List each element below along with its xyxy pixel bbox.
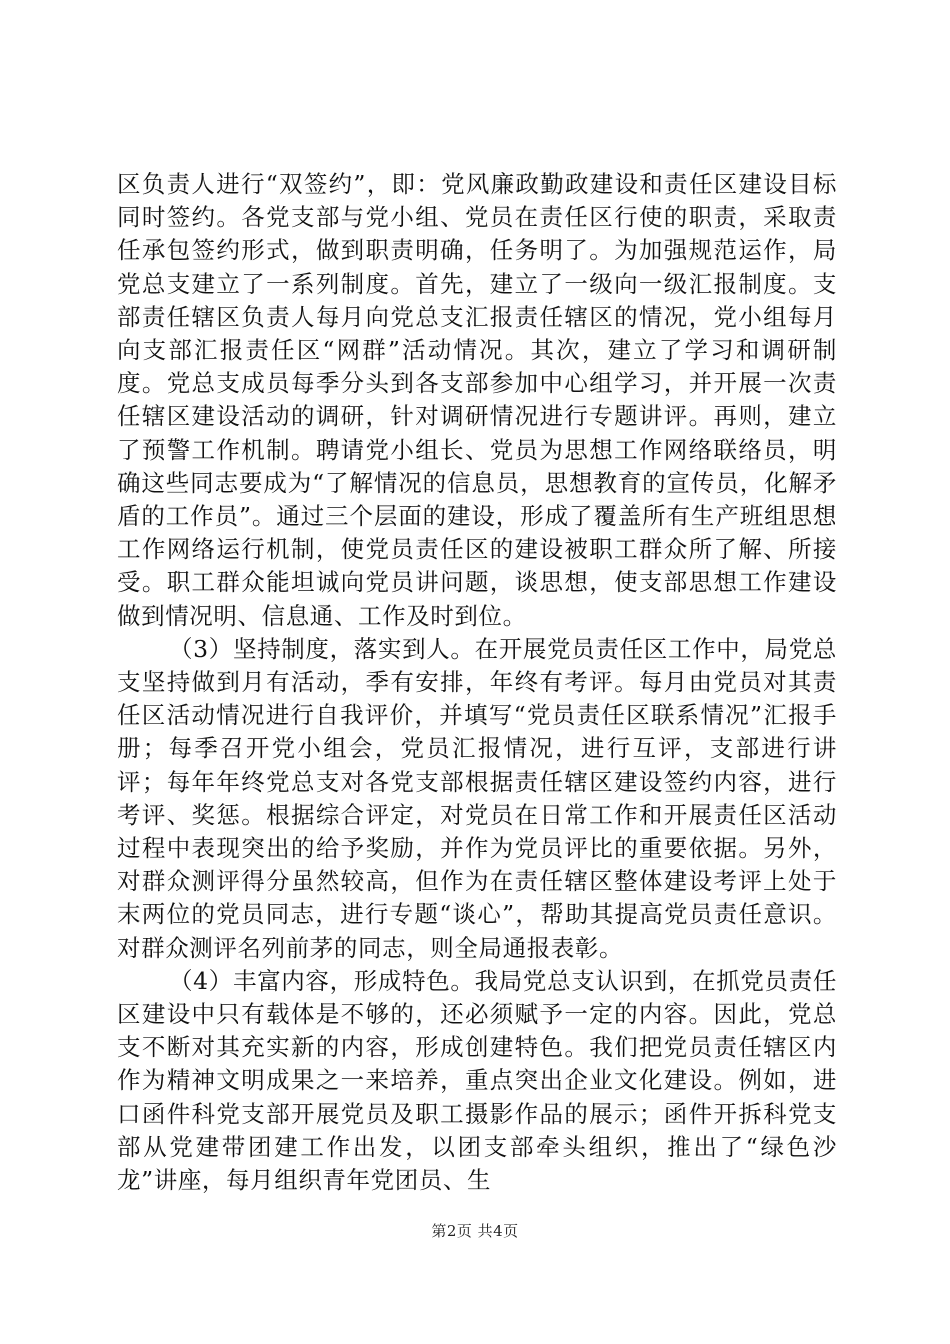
document-body: [117, 168, 837, 1197]
paragraph-item-3: （3）坚持制度，落实到人。在开展党员责任区工作中，局党总支坚持做到月有活动，季有安排，年终有考评。每月由党员对其责任区活动情况进行自我评价，并填写“党员责任区联系情况”汇报手册；每季召开党小组会，党员汇报情况，进行互评，支部进行讲评；每年年终党总支对各党支部根据责任辖区建设签约内容，进行考评、奖惩。根据综合评定，对党员在日常工作和开展责任区活动过程中表现突出的给予奖励，并作为党员评比的重要依据。另外，对群众测评得分虽然较高，但作为在责任辖区整体建设考评上处于末两位的党员同志，进行专题“谈心”，帮助其提高党员责任意识。对群众测评名列前茅的同志，则全局通报表彰。: [117, 634, 837, 962]
paragraph-item-4: （4）丰富内容，形成特色。我局党总支认识到，在抓党员责任区建设中只有载体是不够的，还必须赋予一定的内容。因此，党总支不断对其充实新的内容，形成创建特色。我们把党员责任辖区内作为精神文明成果之一来培养，重点突出企业文化建设。例如，进口函件科党支部开展党员及职工摄影作品的展示；函件开拆科党支部从党建带团建工作出发，以团支部牵头组织，推出了“绿色沙龙”讲座，每月组织青年党团员、生: [117, 966, 837, 1195]
page-footer: 第2页 共4页: [431, 1222, 519, 1240]
paragraph-continued: 区负责人进行“双签约”，即：党风廉政勤政建设和责任区建设目标同时签约。各党支部与党小组、党员在责任区行使的职责，采取责任承包签约形式，做到职责明确，任务明了。为加强规范运作，局党总支建立了一系列制度。首先，建立了一级向一级汇报制度。支部责任辖区负责人每月向党总支汇报责任辖区的情况，党小组每月向支部汇报责任区“网群”活动情况。其次，建立了学习和调研制度。党总支成员每季分头到各支部参加中心组学习，并开展一次责任辖区建设活动的调研，针对调研情况进行专题讲评。再则，建立了预警工作机制。聘请党小组长、党员为思想工作网络联络员，明确这些同志要成为“了解情况的信息员，思想教育的宣传员，化解矛盾的工作员”。通过三个层面的建设，形成了覆盖所有生产班组思想工作网络运行机制，使党员责任区的建设被职工群众所了解、所接受。职工群众能坦诚向党员讲问题，谈思想，使支部思想工作建设做到情况明、信息通、工作及时到位。: [117, 170, 837, 630]
